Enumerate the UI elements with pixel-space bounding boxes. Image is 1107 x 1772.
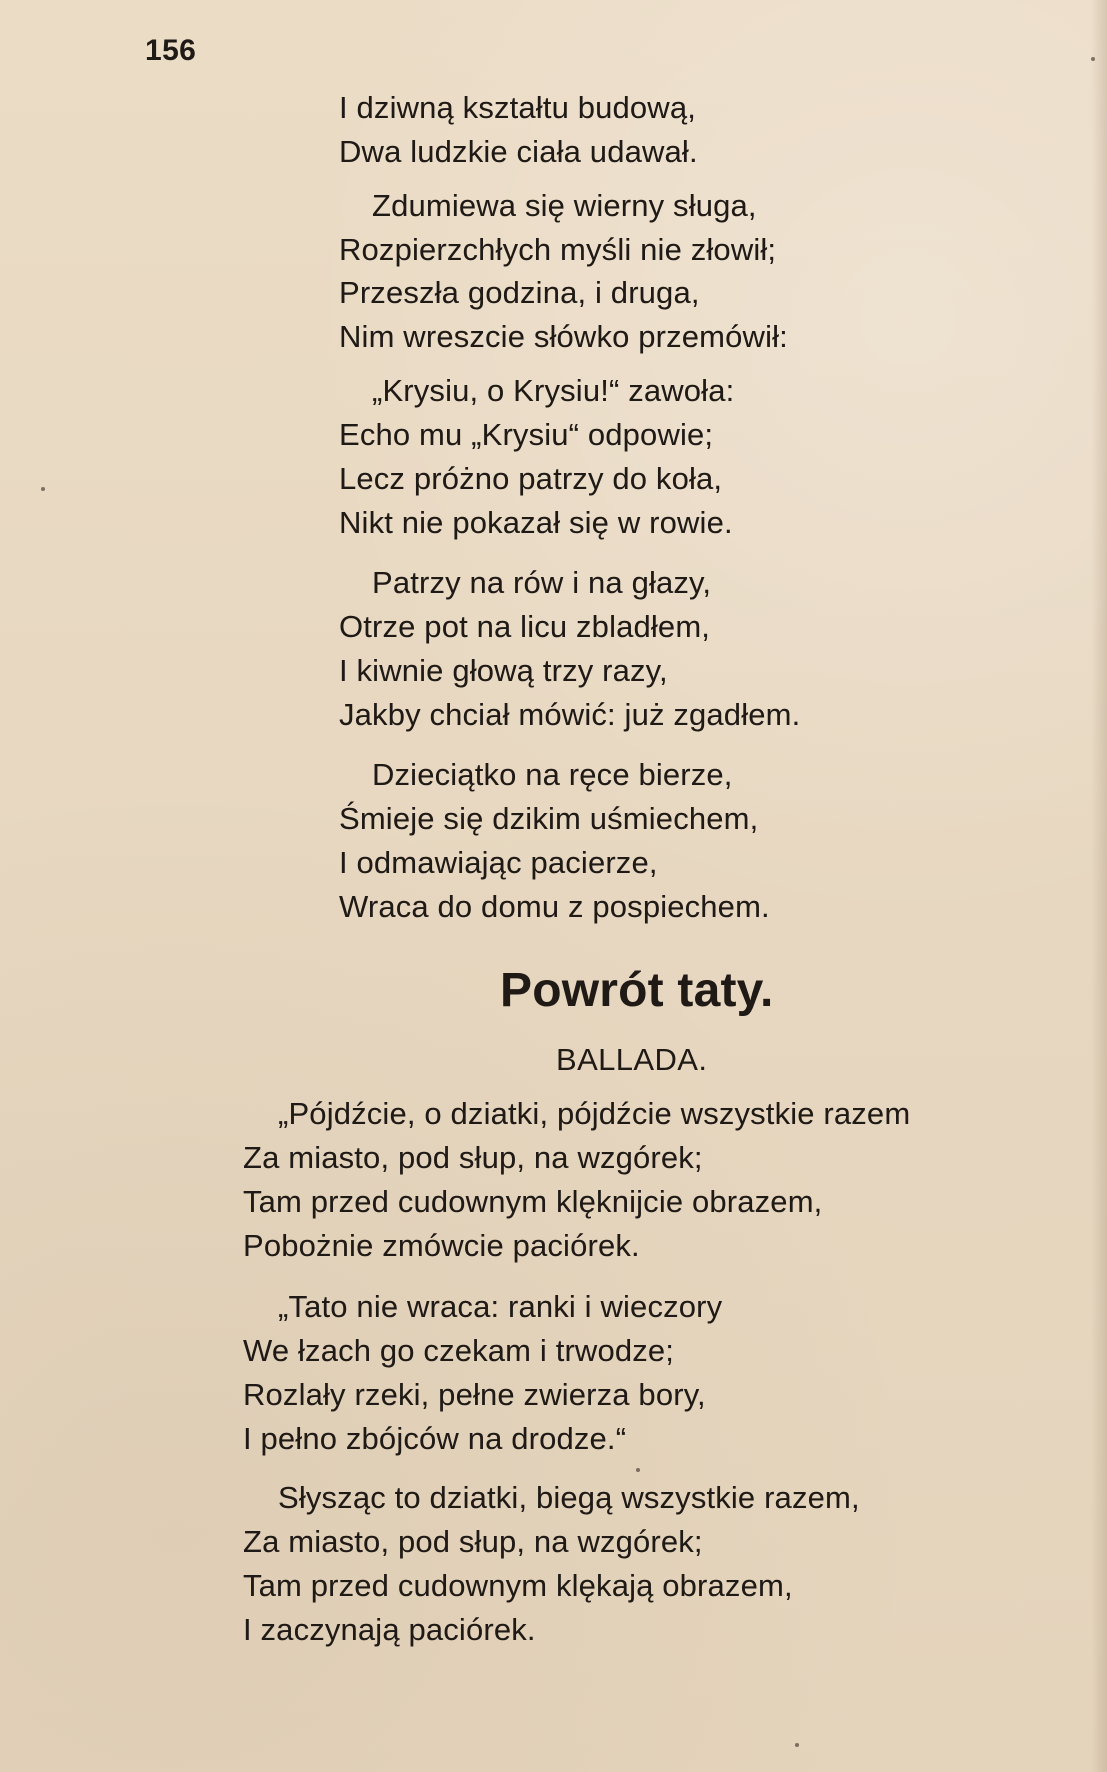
poem-line: Nim wreszcie słówko przemówił: bbox=[339, 319, 788, 354]
poem-line: Wraca do domu z pospiechem. bbox=[339, 889, 770, 924]
poem-line: Jakby chciał mówić: już zgadłem. bbox=[339, 697, 801, 732]
paper-speck bbox=[41, 487, 45, 491]
page-number: 156 bbox=[145, 34, 197, 67]
poem-line: Patrzy na rów i na głazy, bbox=[372, 565, 712, 600]
ballad-line: Tam przed cudownym klęknijcie obrazem, bbox=[243, 1184, 823, 1219]
ballad-line: Tam przed cudownym klękają obrazem, bbox=[243, 1568, 793, 1603]
page-edge-shadow bbox=[1091, 0, 1107, 1772]
poem-line: Lecz próżno patrzy do koła, bbox=[339, 461, 723, 496]
poem-line: Dwa ludzkie ciała udawał. bbox=[339, 134, 698, 169]
ballad-line: Pobożnie zmówcie paciórek. bbox=[243, 1228, 640, 1263]
ballad-line: „Tato nie wraca: ranki i wieczory bbox=[278, 1289, 723, 1324]
paper-speck bbox=[1091, 57, 1095, 61]
poem-line: Rozpierzchłych myśli nie złowił; bbox=[339, 232, 777, 267]
ballad-line: „Pójdźcie, o dziatki, pójdźcie wszystkie razem bbox=[278, 1096, 911, 1131]
paper-speck bbox=[636, 1468, 640, 1472]
section-subtitle: BALLADA. bbox=[556, 1042, 708, 1077]
paper-speck bbox=[795, 1743, 799, 1747]
ballad-line: Za miasto, pod słup, na wzgórek; bbox=[243, 1140, 703, 1175]
poem-line: „Krysiu, o Krysiu!“ zawoła: bbox=[372, 373, 735, 408]
section-title: Powrót taty. bbox=[500, 964, 774, 1017]
poem-line: I kiwnie głową trzy razy, bbox=[339, 653, 668, 688]
poem-line: I odmawiając pacierze, bbox=[339, 845, 658, 880]
ballad-line: Za miasto, pod słup, na wzgórek; bbox=[243, 1524, 703, 1559]
poem-line: Przeszła godzina, i druga, bbox=[339, 275, 700, 310]
poem-line: Śmieje się dzikim uśmiechem, bbox=[339, 801, 759, 836]
ballad-line: I pełno zbójców na drodze.“ bbox=[243, 1421, 627, 1456]
poem-line: Nikt nie pokazał się w rowie. bbox=[339, 505, 733, 540]
poem-line: Dzieciątko na ręce bierze, bbox=[372, 757, 733, 792]
poem-line: Zdumiewa się wierny sługa, bbox=[372, 188, 757, 223]
poem-line: I dziwną kształtu budową, bbox=[339, 90, 696, 125]
poem-line: Otrze pot na licu zbladłem, bbox=[339, 609, 711, 644]
poem-line: Echo mu „Krysiu“ odpowie; bbox=[339, 417, 714, 452]
ballad-line: We łzach go czekam i trwodze; bbox=[243, 1333, 675, 1368]
ballad-line: Rozlały rzeki, pełne zwierza bory, bbox=[243, 1377, 706, 1412]
ballad-line: Słysząc to dziatki, biegą wszystkie razem, bbox=[278, 1480, 860, 1515]
ballad-line: I zaczynają paciórek. bbox=[243, 1612, 536, 1647]
